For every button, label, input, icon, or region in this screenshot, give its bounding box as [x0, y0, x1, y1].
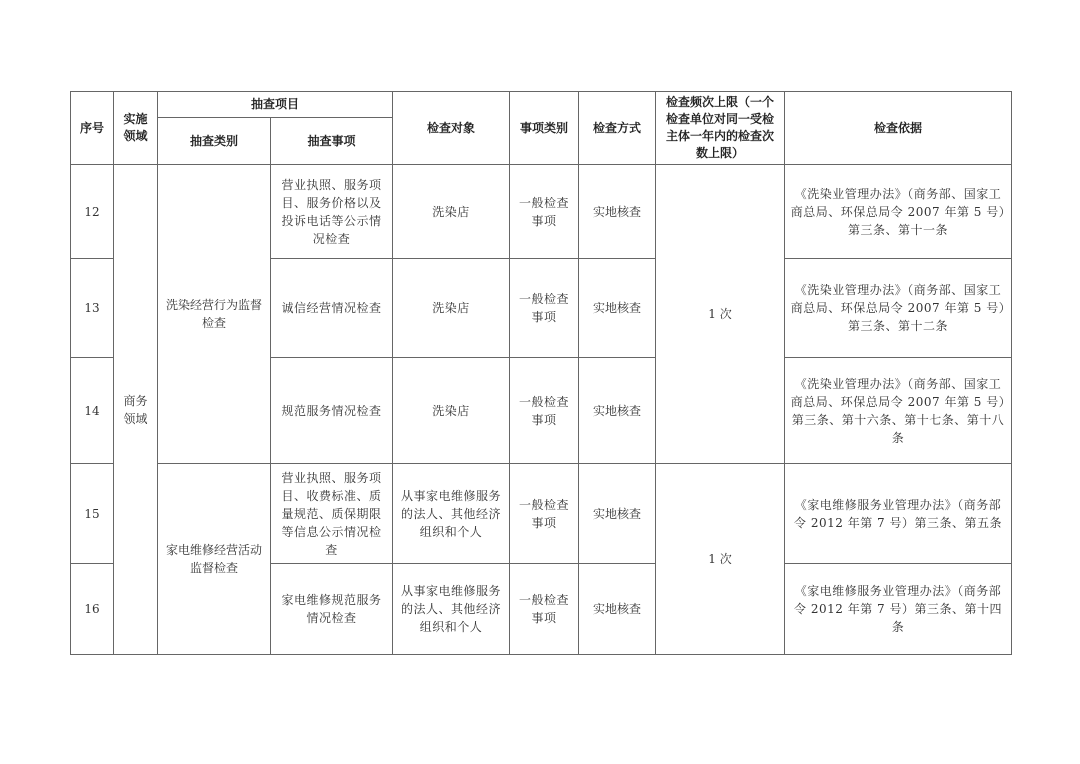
table-row — [71, 464, 1012, 564]
matter-cell: 家电维修规范服务情况检查 — [271, 564, 393, 655]
target-cell: 洗染店 — [393, 165, 510, 259]
row-seq: 14 — [71, 358, 114, 464]
header-seq: 序号 — [71, 92, 114, 165]
matter-cell: 营业执照、服务项目、服务价格以及投诉电话等公示情况检查 — [271, 165, 393, 259]
matter-type-cell: 一般检查事项 — [510, 165, 579, 259]
basis-cell: 《洗染业管理办法》（商务部、国家工商总局、环保总局令 2007 年第 5 号）第三条、第十一条 — [785, 165, 1012, 259]
header-matter-type: 事项类别 — [510, 92, 579, 165]
row-seq: 16 — [71, 564, 114, 655]
freq-cell: 1 次 — [656, 464, 785, 655]
method-cell: 实地核查 — [579, 564, 656, 655]
target-cell: 从事家电维修服务的法人、其他经济组织和个人 — [393, 464, 510, 564]
row-seq: 15 — [71, 464, 114, 564]
method-cell: 实地核查 — [579, 464, 656, 564]
matter-type-cell: 一般检查事项 — [510, 358, 579, 464]
basis-cell: 《家电维修服务业管理办法》（商务部令 2012 年第 7 号）第三条、第十四条 — [785, 564, 1012, 655]
header-method: 检查方式 — [579, 92, 656, 165]
area-cell: 商务领域 — [114, 165, 158, 655]
header-category: 抽查类别 — [158, 118, 271, 165]
target-cell: 洗染店 — [393, 358, 510, 464]
method-cell: 实地核查 — [579, 358, 656, 464]
freq-cell: 1 次 — [656, 165, 785, 464]
matter-cell: 规范服务情况检查 — [271, 358, 393, 464]
category-cell: 洗染经营行为监督检查 — [158, 165, 271, 464]
header-matter: 抽查事项 — [271, 118, 393, 165]
method-cell: 实地核查 — [579, 259, 656, 358]
header-basis: 检查依据 — [785, 92, 1012, 165]
header-area: 实施领域 — [114, 92, 158, 165]
row-seq: 13 — [71, 259, 114, 358]
basis-cell: 《洗染业管理办法》（商务部、国家工商总局、环保总局令 2007 年第 5 号）第三条、第十二条 — [785, 259, 1012, 358]
inspection-table — [70, 91, 1012, 655]
table-row — [71, 165, 1012, 259]
target-cell: 从事家电维修服务的法人、其他经济组织和个人 — [393, 564, 510, 655]
header-project: 抽查项目 — [158, 92, 393, 118]
target-cell: 洗染店 — [393, 259, 510, 358]
category-cell: 家电维修经营活动监督检查 — [158, 464, 271, 655]
method-cell: 实地核查 — [579, 165, 656, 259]
matter-cell: 营业执照、服务项目、收费标准、质量规范、质保期限等信息公示情况检查 — [271, 464, 393, 564]
matter-type-cell: 一般检查事项 — [510, 564, 579, 655]
row-seq: 12 — [71, 165, 114, 259]
matter-cell: 诚信经营情况检查 — [271, 259, 393, 358]
matter-type-cell: 一般检查事项 — [510, 464, 579, 564]
matter-type-cell: 一般检查事项 — [510, 259, 579, 358]
basis-cell: 《家电维修服务业管理办法》（商务部令 2012 年第 7 号）第三条、第五条 — [785, 464, 1012, 564]
header-freq: 检查频次上限（一个检查单位对同一受检主体一年内的检查次数上限） — [656, 92, 785, 165]
header-target: 检查对象 — [393, 92, 510, 165]
basis-cell: 《洗染业管理办法》（商务部、国家工商总局、环保总局令 2007 年第 5 号）第三条、第十六条、第十七条、第十八条 — [785, 358, 1012, 464]
